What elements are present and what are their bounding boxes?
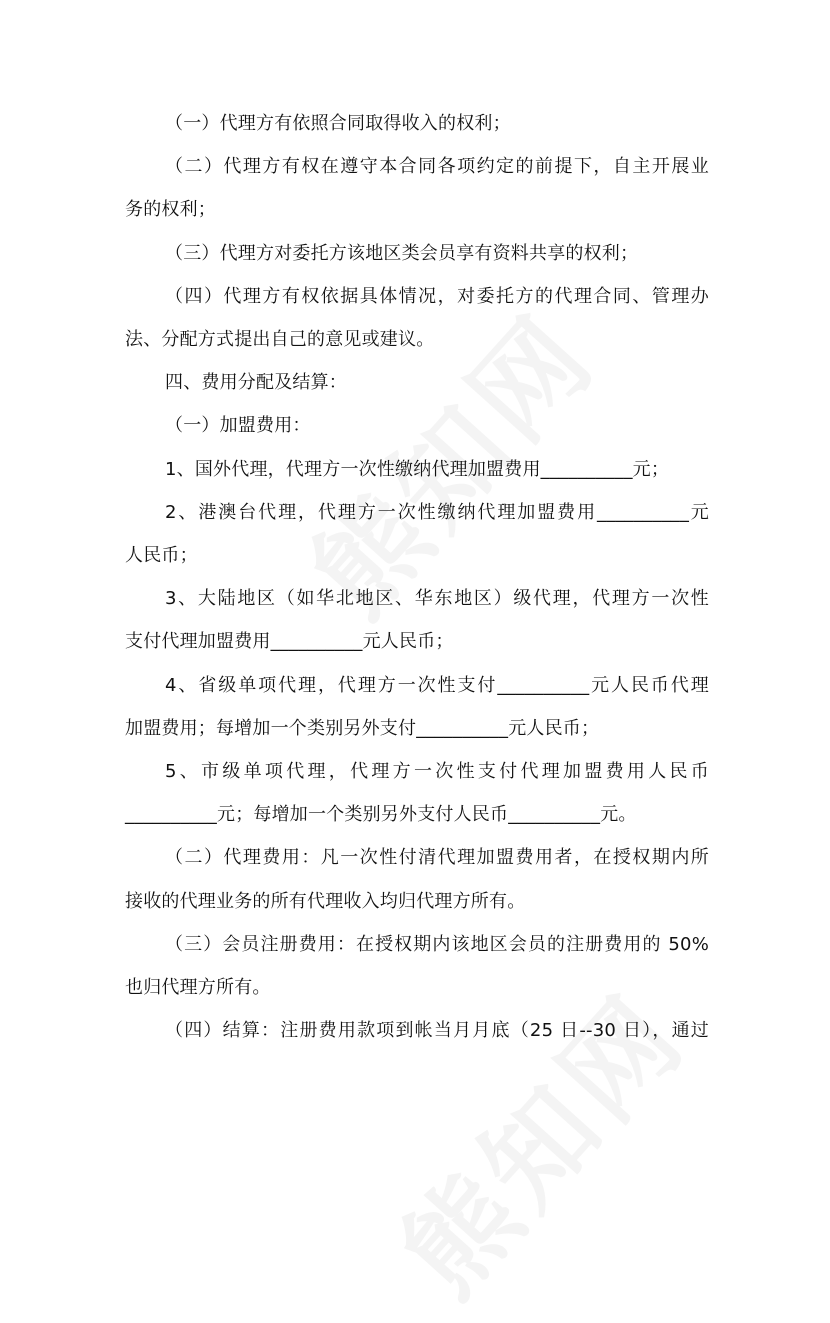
paragraph-line: 人民币； bbox=[125, 545, 198, 567]
paragraph-line: 4、省级单项代理，代理方一次性支付__________元人民币代理 bbox=[165, 674, 709, 696]
paragraph-line: 务的权利； bbox=[125, 199, 216, 221]
paragraph-line: 加盟费用；每增加一个类别另外支付__________元人民币； bbox=[125, 717, 600, 739]
paragraph-line: 1、国外代理，代理方一次性缴纳代理加盟费用__________元； bbox=[165, 458, 670, 480]
paragraph-line: 法、分配方式提出自己的意见或建议。 bbox=[125, 329, 435, 351]
paragraph-line: （二）代理方有权在遵守本合同各项约定的前提下，自主开展业 bbox=[165, 156, 709, 178]
paragraph-line: 2、港澳台代理，代理方一次性缴纳代理加盟费用__________元 bbox=[165, 501, 709, 523]
paragraph-line: 5、市级单项代理，代理方一次性支付代理加盟费用人民币 bbox=[165, 761, 709, 783]
paragraph-line: 也归代理方所有。 bbox=[125, 977, 271, 999]
paragraph-line: 支付代理加盟费用__________元人民币； bbox=[125, 631, 454, 653]
paragraph-line: 3、大陆地区（如华北地区、华东地区）级代理，代理方一次性 bbox=[165, 588, 709, 610]
paragraph-line: （三）代理方对委托方该地区类会员享有资料共享的权利； bbox=[165, 242, 639, 264]
section-heading: 四、费用分配及结算： bbox=[165, 372, 347, 394]
paragraph-line: 接收的代理业务的所有代理收入均归代理方所有。 bbox=[125, 890, 526, 912]
document-body bbox=[125, 102, 709, 1052]
paragraph-line: __________元；每增加一个类别另外支付人民币__________元。 bbox=[125, 804, 637, 826]
paragraph-line: （二）代理费用：凡一次性付清代理加盟费用者，在授权期内所 bbox=[165, 847, 709, 869]
subsection-heading: （一）加盟费用： bbox=[165, 415, 311, 437]
paragraph-line: （四）结算：注册费用款项到帐当月月底（25 日--30 日），通过 bbox=[165, 1020, 709, 1042]
paragraph-line: （三）会员注册费用：在授权期内该地区会员的注册费用的 50% bbox=[165, 933, 709, 955]
paragraph-line: （四）代理方有权依据具体情况，对委托方的代理合同、管理办 bbox=[165, 285, 709, 307]
paragraph-line: （一）代理方有依照合同取得收入的权利； bbox=[165, 113, 511, 134]
